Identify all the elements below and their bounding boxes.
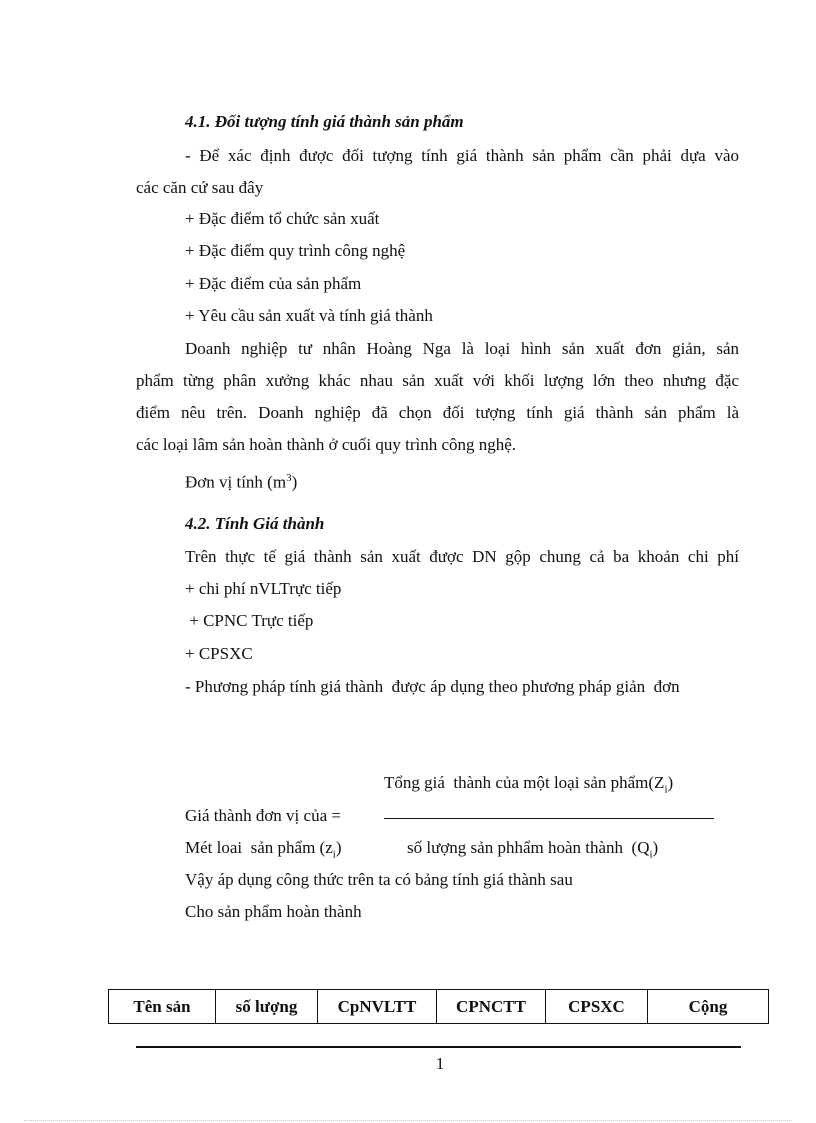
table-header-cell: Cộng [648, 990, 769, 1024]
cost-table [108, 989, 769, 1024]
table-header-cell: CpNVLTT [318, 990, 437, 1024]
denominator-close: ) [652, 838, 659, 857]
lhs-text: Mét loai sản phẩm (z [185, 838, 333, 857]
unit-text: Đơn vị tính (m [185, 472, 287, 492]
conclusion-line-1: Vậy áp dụng công thức trên ta có bảng tính giá thành sau [185, 870, 573, 889]
criteria-item: + Yêu cầu sản xuất và tính giá thành [185, 306, 433, 325]
cost-summary-line: Trên thực tế giá thành sản xuất được DN gộp chung cả ba khoản chi phí [185, 547, 739, 566]
numerator-text: Tổng giá thành của một loại sản phẩm(Z [384, 773, 665, 792]
table-header-cell: CPSXC [546, 990, 648, 1024]
section-heading-4-2: 4.2. Tính Giá thành [185, 514, 325, 533]
unit-close: ) [291, 472, 298, 492]
formula-denominator [407, 837, 658, 865]
paragraph-line-2: phẩm từng phân xưởng khác nhau sản xuất với khối lượng lớn theo nhưng đặc [136, 371, 739, 390]
page-bottom-dotted-edge [24, 1120, 792, 1121]
method-line: - Phương pháp tính giá thành được áp dụng theo phương pháp giản đơn [185, 677, 680, 696]
paragraph-line-4: các loại lâm sản hoàn thành ở cuối quy trình công nghệ. [136, 435, 517, 454]
denominator-subscript: i [649, 848, 653, 861]
cost-item: + chi phí nVLTrực tiếp [185, 579, 342, 598]
criteria-item: + Đặc điểm tổ chức sản xuất [185, 209, 380, 228]
numerator-close: ) [667, 773, 674, 792]
table-header-cell: số lượng [216, 990, 318, 1024]
formula-lhs-line-1: Giá thành đơn vị của = [185, 806, 341, 825]
unit-line [185, 467, 297, 494]
fraction-bar [384, 818, 714, 819]
page-number: 1 [435, 1054, 445, 1073]
paragraph-line-1: Doanh nghiệp tư nhân Hoàng Nga là loại hình sản xuất đơn giản, sản [185, 339, 739, 358]
cost-item: + CPSXC [185, 644, 253, 663]
conclusion-line-2: Cho sản phẩm hoàn thành [185, 902, 362, 921]
formula-lhs-line-2 [185, 837, 342, 865]
numerator-subscript: i [664, 783, 668, 796]
criteria-item: + Đặc điểm của sản phẩm [185, 274, 362, 293]
table-header-row [109, 990, 769, 1024]
denominator-text: số lượng sản phhẩm hoàn thành (Q [407, 838, 650, 857]
cost-item: + CPNC Trực tiếp [185, 611, 314, 630]
intro-line-2: các căn cứ sau đây [136, 178, 264, 197]
criteria-item: + Đặc điểm quy trình công nghệ [185, 241, 406, 260]
section-heading-4-1: 4.1. Đối tượng tính giá thành sản phẩm [185, 112, 464, 131]
intro-line-1: - Để xác định được đối tượng tính giá thành sản phẩm cần phải dựa vào [185, 146, 739, 165]
lhs-subscript: i [332, 848, 336, 861]
lhs-close: ) [335, 838, 342, 857]
table-header-cell: CPNCTT [437, 990, 546, 1024]
table-header-cell: Tên sản [109, 990, 216, 1024]
unit-superscript: 3 [286, 472, 292, 484]
footer-rule [136, 1046, 741, 1048]
formula-numerator [384, 772, 673, 800]
paragraph-line-3: điểm nêu trên. Doanh nghiệp đã chọn đối tượng tính giá thành sản phẩm là [136, 403, 739, 422]
